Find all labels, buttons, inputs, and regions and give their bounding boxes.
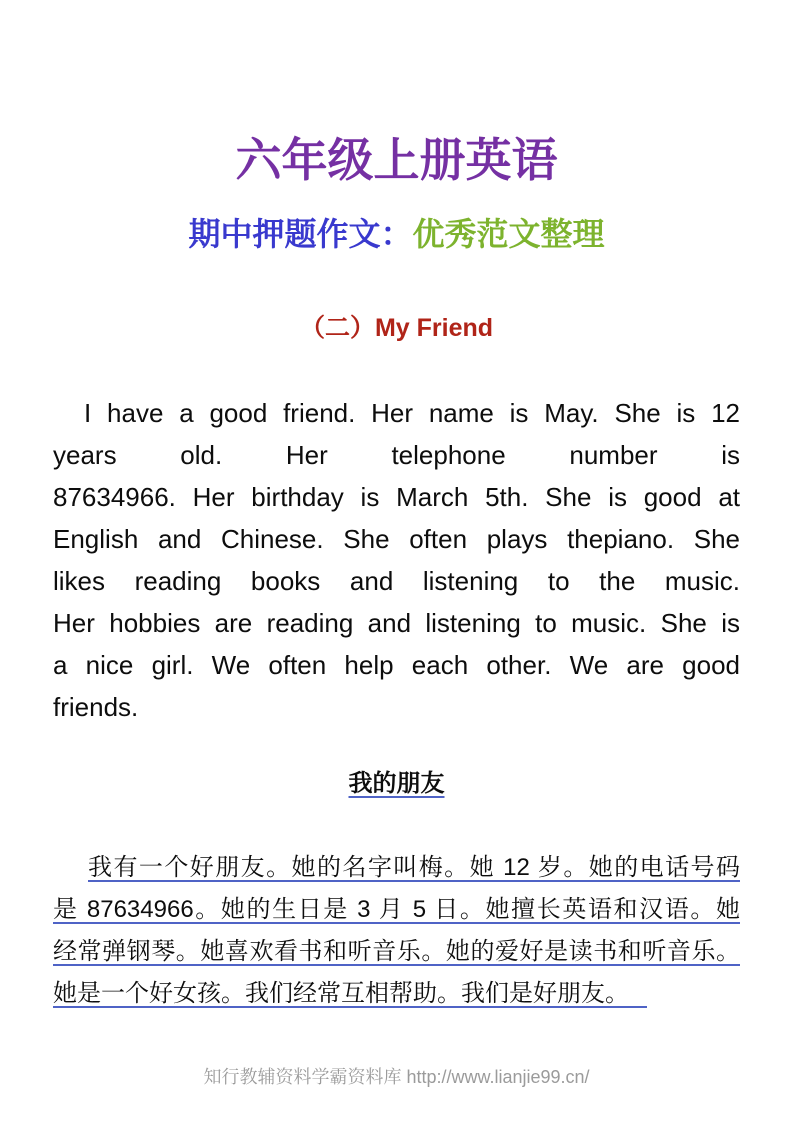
chinese-paragraph-line-text: 我有一个好朋友。她的名字叫梅。她 12 岁。她的电话号码 [88,854,740,881]
chinese-paragraph-line [53,847,740,889]
english-paragraph-line: I have a good friend. Her name is May. She is 12 [84,398,740,428]
document-content [53,132,740,1089]
doc-subtitle-green: 优秀范文整理 [412,216,605,252]
english-paragraph-line: a nice girl. We often help each other. We are good [53,650,740,680]
chinese-paragraph-line-text: 是 87634966。她的生日是 3 月 5 日。她擅长英语和汉语。她 [53,896,740,923]
doc-subtitle [53,214,740,254]
chinese-paragraph-line-text: 经常弹钢琴。她喜欢看书和听音乐。她的爱好是读书和听音乐。 [53,938,740,965]
doc-title: 六年级上册英语 [235,134,558,186]
english-paragraph-line: years old. Her telephone number is [53,440,740,470]
english-paragraph [53,392,740,728]
english-paragraph-line: friends. [53,692,139,722]
english-paragraph-line: Her hobbies are reading and listening to music. She is [53,608,740,638]
footer-watermark: 知行教辅资料学霸资料库 http://www.lianjie99.cn/ [203,1067,590,1087]
section-heading: （二）My Friend [299,314,494,342]
chinese-paragraph-line [53,889,740,931]
english-paragraph-line: likes reading books and listening to the music. [53,566,740,596]
chinese-paragraph [53,847,740,1015]
english-paragraph-line: 87634966. Her birthday is March 5th. She is good at [53,482,740,512]
doc-subtitle-blue: 期中押题作文： [188,216,413,252]
english-paragraph-line: English and Chinese. She often plays thepiano. She [53,524,740,554]
chinese-heading-text: 我的朋友 [348,770,445,797]
chinese-heading [53,769,740,799]
chinese-paragraph-line [53,973,740,1015]
chinese-paragraph-line-text: 她是一个好女孩。我们经常互相帮助。我们是好朋友。 [53,980,647,1007]
chinese-paragraph-line [53,931,740,973]
